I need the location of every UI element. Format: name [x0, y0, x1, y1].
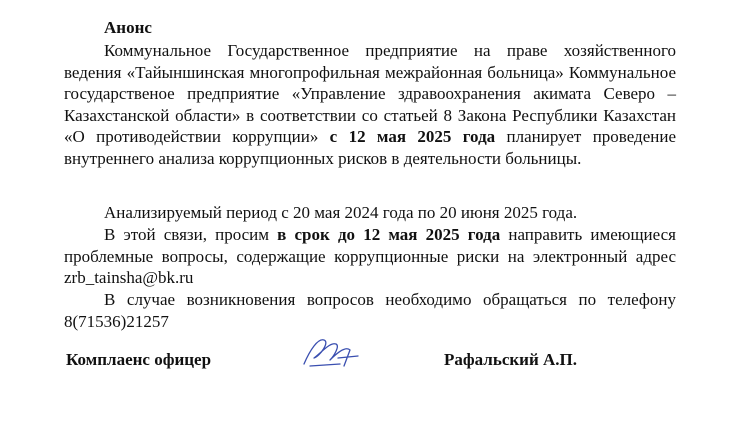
paragraph-request — [64, 224, 676, 289]
paragraph-period: Анализируемый период с 20 мая 2024 года по 20 июня 2025 года. — [104, 203, 578, 222]
paragraph-main — [64, 40, 676, 170]
paragraph-request-bold-deadline: в срок до 12 мая 2025 года — [269, 225, 501, 244]
paragraph-main-text-1: Коммунальное Государственное предприятие на праве хозяйственного ведения «Тайыншинская многопрофильная межрайонная больница» Коммунальное государственое предприятие «Управление здравоохранения акимата Северо – Казахстанской области» в соответствии со статьей 8 Закона Республики Казахстан «О противодействии коррупции» — [64, 41, 676, 147]
signer-position: Комплаенс офицер — [66, 350, 212, 369]
announcement-title: Анонс — [104, 18, 152, 37]
handwritten-signature — [300, 330, 362, 372]
paragraph-main-bold-date: с 12 мая 2025 года — [318, 127, 496, 147]
paragraph-request-text-1: В этой связи, просим — [104, 225, 270, 244]
paragraph-request-text-2: направить имеющиеся проблемные вопросы, содержащие коррупционные риски на электронный адрес zrb_tainsha@bk.ru — [64, 225, 676, 288]
paragraph-main-text-2: планирует проведение внутреннего анализа коррупционных рисков в деятельности больницы. — [64, 127, 676, 168]
paragraph-contact: В случае возникновения вопросов необходимо обращаться по телефону 8(71536)21257 — [64, 290, 676, 331]
signer-name: Рафальский А.П. — [444, 350, 578, 369]
